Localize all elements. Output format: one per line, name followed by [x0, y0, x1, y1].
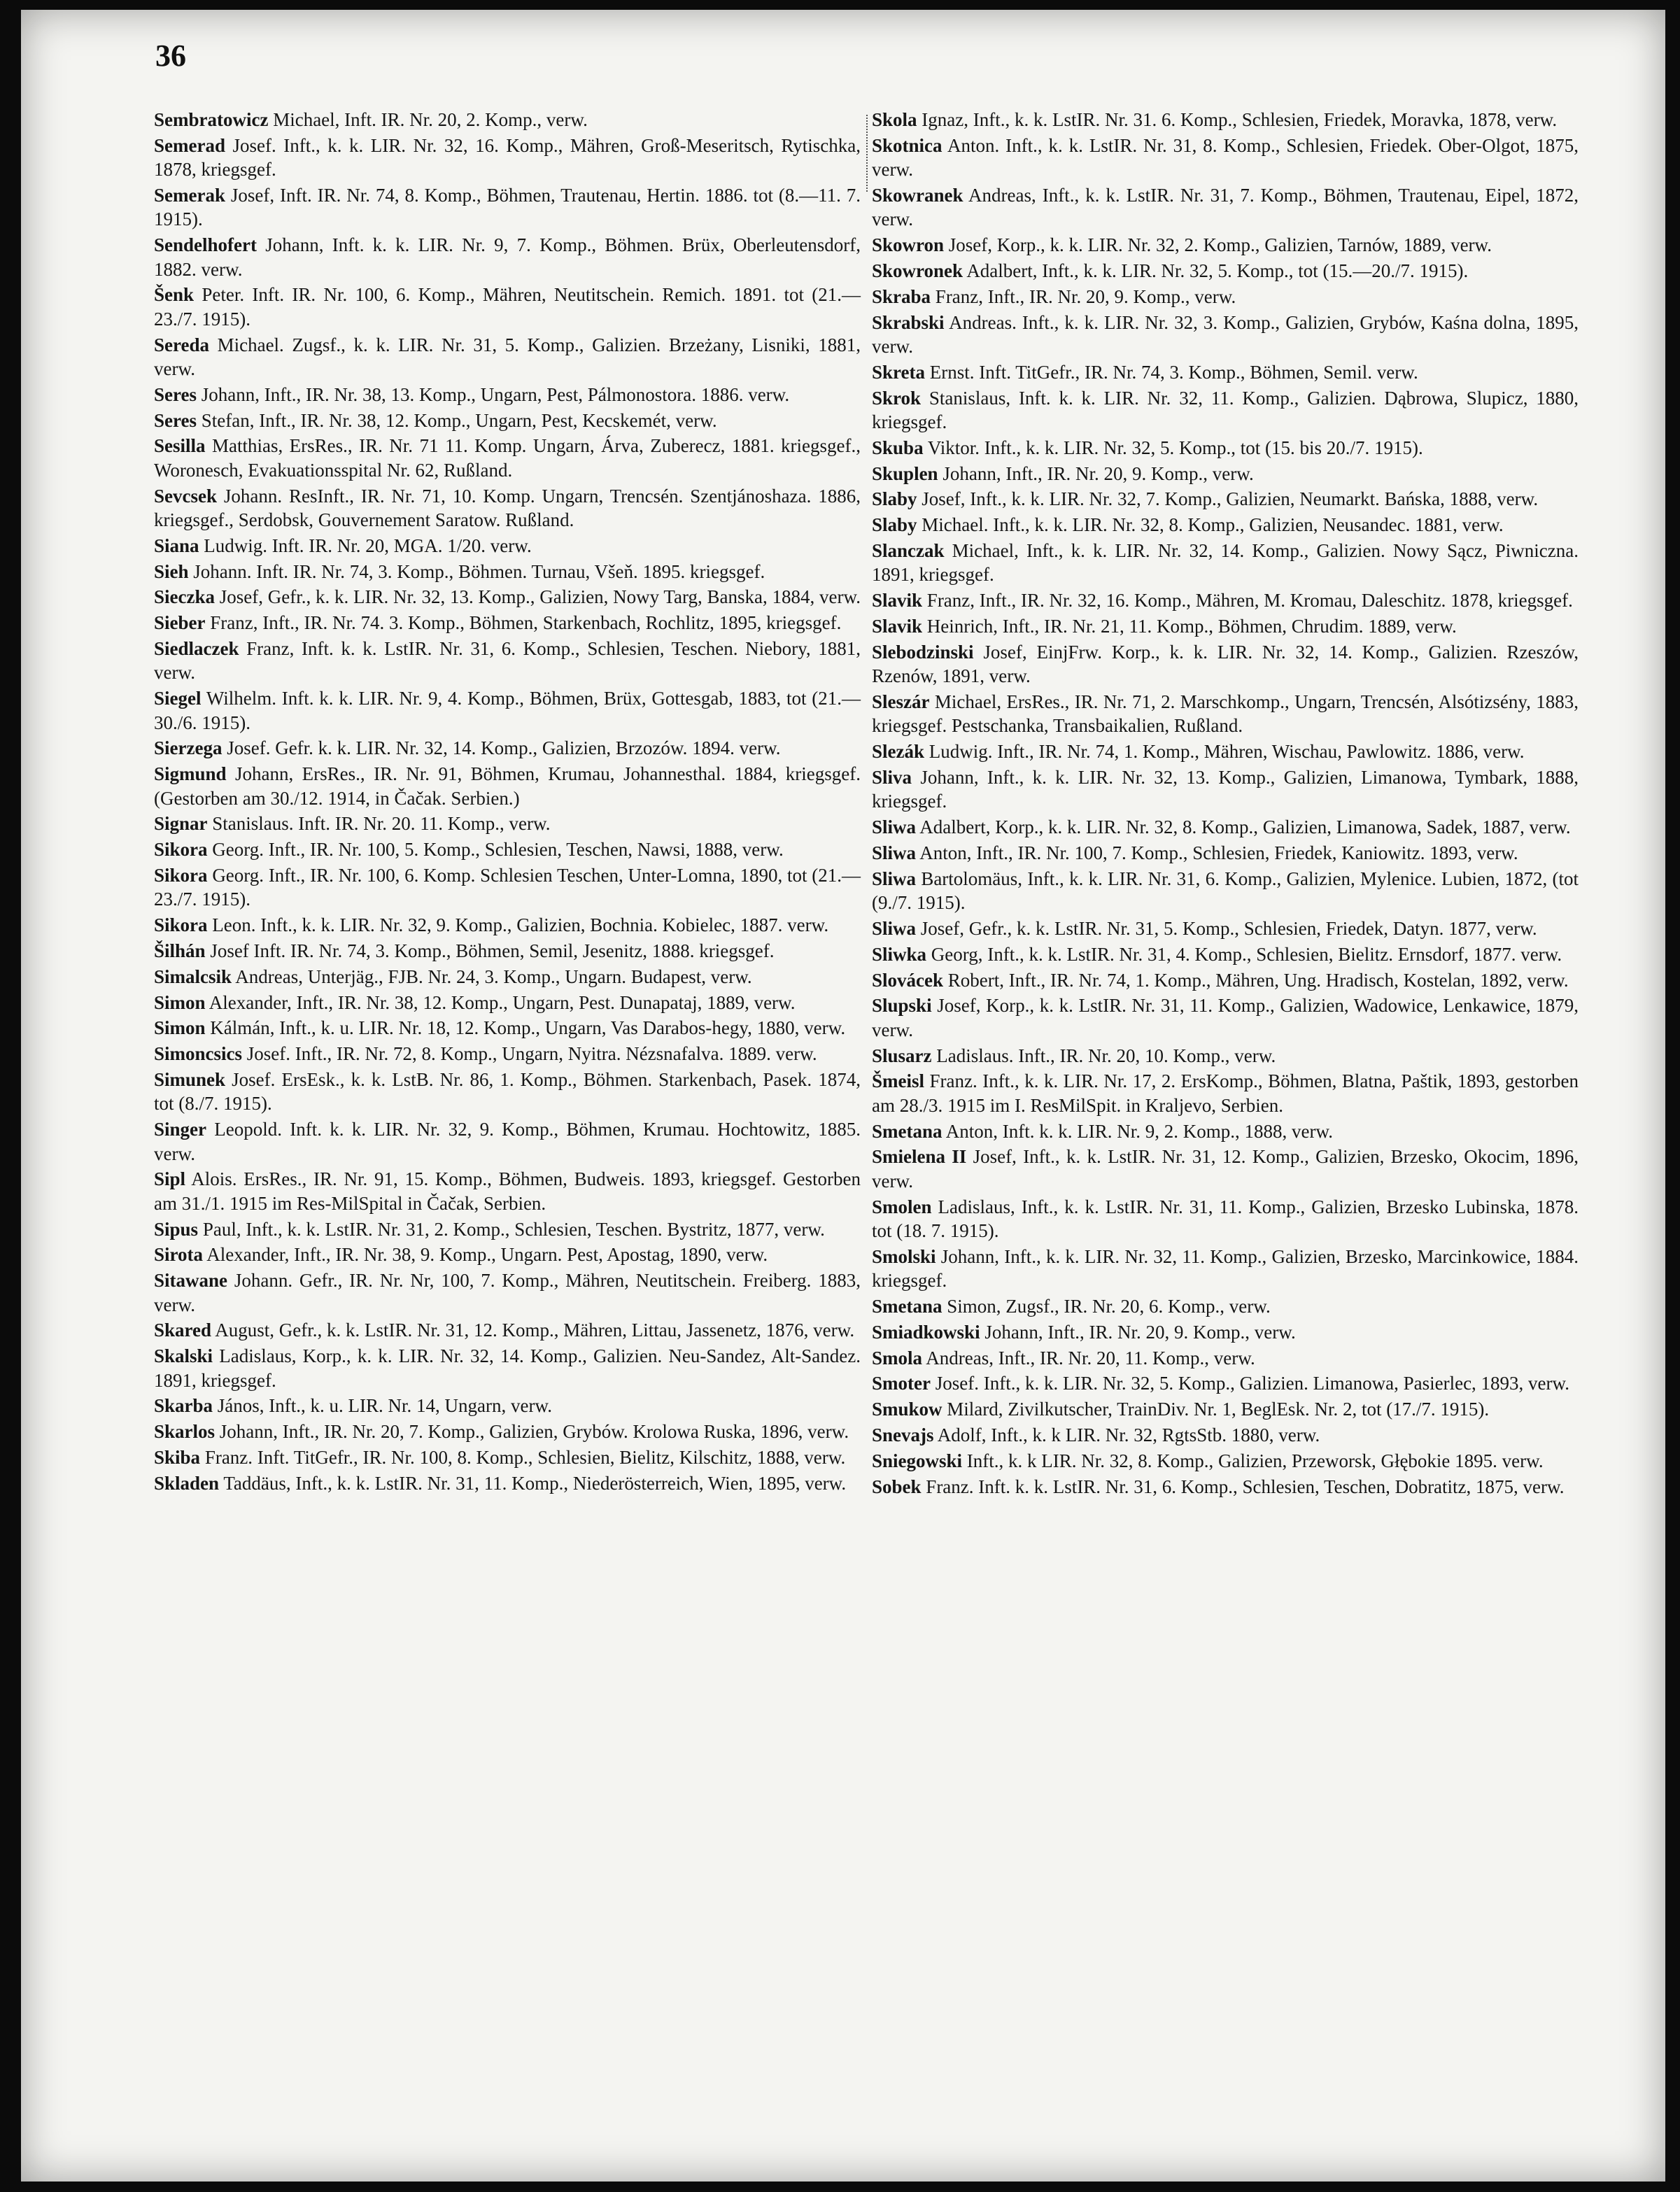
- entry-surname: Sierzega: [154, 737, 223, 759]
- entry-details: Josef, EinjFrw. Korp., k. k. LIR. Nr. 32, 14. Komp., Galizien. Rzeszów, Rzenów, 1891, verw.: [872, 641, 1579, 687]
- entry-surname: Siegel: [154, 688, 202, 709]
- left-column: [154, 108, 861, 1497]
- entry-details: Leopold. Inft. k. k. LIR. Nr. 32, 9. Komp., Böhmen, Krumau. Hochtowitz, 1885. verw.: [154, 1119, 861, 1164]
- register-entry: [872, 1397, 1579, 1421]
- entry-surname: Sliwa: [872, 917, 917, 939]
- entry-details: Michael, Inft. IR. Nr. 20, 2. Komp., verw.: [273, 109, 588, 130]
- register-entry: [154, 183, 861, 232]
- entry-surname: Skalski: [154, 1345, 213, 1367]
- register-entry: [154, 913, 861, 937]
- register-entry: [154, 1318, 861, 1342]
- entry-surname: Simalcsik: [154, 966, 232, 987]
- entry-details: Josef, Gefr., k. k. LstIR. Nr. 31, 5. Komp., Schlesien, Friedek, Datyn. 1877, verw.: [920, 917, 1537, 939]
- entry-surname: Skowronek: [872, 260, 963, 281]
- entry-details: Josef, Inft., k. k. LIR. Nr. 32, 7. Komp., Galizien, Neumarkt. Bańska, 1888, verw.: [922, 488, 1539, 510]
- register-entry: [154, 383, 861, 406]
- entry-surname: Sieczka: [154, 586, 215, 608]
- entry-details: Franz. Inft. k. k. LstIR. Nr. 31, 6. Komp., Schlesien, Teschen, Dobratitz, 1875, verw.: [926, 1476, 1565, 1497]
- register-entry: [154, 965, 861, 989]
- entry-surname: Simon: [154, 1017, 206, 1039]
- entry-surname: Sobek: [872, 1476, 922, 1497]
- register-entry: [872, 285, 1579, 309]
- entry-details: Franz. Inft., k. k. LIR. Nr. 17, 2. ErsKomp., Böhmen, Blatna, Paštik, 1893, gestorben am 28./3. 1915 im I. ResMilSpit. in Kraljevo, Serbien.: [872, 1070, 1579, 1116]
- entry-surname: Semerad: [154, 134, 225, 156]
- entry-surname: Sieber: [154, 612, 206, 634]
- entry-surname: Seres: [154, 409, 197, 431]
- entry-surname: Slavik: [872, 590, 923, 611]
- register-entry: [872, 1145, 1579, 1193]
- entry-details: Josef, Inft. IR. Nr. 74, 8. Komp., Böhmen, Trautenau, Hertin. 1886. tot (8.—11. 7. 1915).: [154, 185, 861, 230]
- entry-details: Franz, Inft. k. k. LstIR. Nr. 31, 6. Komp., Schlesien, Teschen. Niebory, 1881, verw.: [154, 638, 861, 684]
- register-entry: [154, 1344, 861, 1392]
- entry-details: Paul, Inft., k. k. LstIR. Nr. 31, 2. Komp., Schlesien, Teschen. Bystritz, 1877, verw.: [202, 1218, 825, 1240]
- entry-details: Simon, Zugsf., IR. Nr. 20, 6. Komp., verw.: [947, 1295, 1271, 1317]
- entry-surname: Skared: [154, 1320, 212, 1341]
- entry-details: Franz. Inft. TitGefr., IR. Nr. 100, 8. Komp., Schlesien, Bielitz, Kilschitz, 1888, verw.: [204, 1446, 846, 1468]
- register-entry: [872, 968, 1579, 992]
- entry-details: Johann, Inft., IR. Nr. 20, 9. Komp., verw.: [984, 1321, 1296, 1343]
- entry-surname: Sikora: [154, 839, 208, 861]
- entry-surname: Siedlaczek: [154, 638, 239, 659]
- entry-surname: Sipus: [154, 1218, 199, 1240]
- entry-details: Georg, Inft., k. k. LstIR. Nr. 31, 4. Komp., Schlesien, Bielitz. Ernsdorf, 1877. verw.: [931, 943, 1562, 965]
- entry-surname: Smolski: [872, 1245, 936, 1267]
- entry-details: Taddäus, Inft., k. k. LstIR. Nr. 31, 11. Komp., Niederösterreich, Wien, 1895, verw.: [223, 1472, 847, 1494]
- register-entry: [872, 740, 1579, 763]
- entry-details: Stefan, Inft., IR. Nr. 38, 12. Komp., Ungarn, Pest, Kecskemét, verw.: [201, 409, 717, 431]
- entry-surname: Sliwa: [872, 868, 917, 889]
- register-entry: [154, 686, 861, 735]
- entry-surname: Smola: [872, 1347, 923, 1369]
- entry-details: Johann, Inft., IR. Nr. 38, 13. Komp., Ungarn, Pest, Pálmonostora. 1886. verw.: [201, 383, 790, 405]
- register-entry: [872, 867, 1579, 915]
- register-entry: [872, 233, 1579, 257]
- entry-details: Anton, Inft. k. k. LIR. Nr. 9, 2. Komp., 1888, verw.: [945, 1120, 1333, 1142]
- register-entry: [872, 1423, 1579, 1447]
- entry-details: Andreas. Inft., k. k. LIR. Nr. 32, 3. Komp., Galizien, Grybów, Kaśna dolna, 1895, verw.: [872, 311, 1579, 357]
- entry-surname: Snevajs: [872, 1424, 934, 1445]
- register-entry: [154, 484, 861, 532]
- register-entry: [872, 1044, 1579, 1068]
- entry-surname: Slaby: [872, 514, 917, 536]
- register-entry: [872, 487, 1579, 511]
- entry-surname: Signar: [154, 813, 208, 835]
- register-entry: [872, 765, 1579, 814]
- entry-surname: Šenk: [154, 284, 195, 306]
- register-entry: [154, 1394, 861, 1417]
- register-entry: [872, 360, 1579, 384]
- register-entry: [154, 1471, 861, 1495]
- page-number: 36: [155, 38, 186, 73]
- entry-details: Josef. Gefr. k. k. LIR. Nr. 32, 14. Komp., Galizien, Brzozów. 1894. verw.: [227, 737, 781, 759]
- entry-surname: Skuplen: [872, 462, 938, 484]
- entry-surname: Šilhán: [154, 940, 206, 961]
- entry-details: Michael. Inft., k. k. LIR. Nr. 32, 8. Komp., Galizien, Neusandec. 1881, verw.: [922, 514, 1504, 536]
- register-entry: [872, 539, 1579, 587]
- register-entry: [154, 108, 861, 132]
- entry-details: Michael. Zugsf., k. k. LIR. Nr. 31, 5. Komp., Galizien. Brzeżany, Lisniki, 1881, verw.: [154, 334, 861, 380]
- entry-details: Inft., k. k LIR. Nr. 32, 8. Komp., Galizien, Przeworsk, Głębokie 1895. verw.: [966, 1450, 1544, 1471]
- entry-surname: Sigmund: [154, 763, 227, 785]
- register-entry: [154, 837, 861, 861]
- entry-details: Johann, Inft., k. k. LIR. Nr. 32, 11. Komp., Galizien, Brzesko, Marcinkowice, 1884. kriegsgef.: [872, 1245, 1579, 1292]
- entry-surname: Sleszár: [872, 691, 930, 712]
- entry-details: Johann, Inft. k. k. LIR. Nr. 9, 7. Komp., Böhmen. Brüx, Oberleutensdorf, 1882. verw.: [154, 234, 861, 280]
- register-entry: [154, 762, 861, 810]
- entry-details: Adolf, Inft., k. k LIR. Nr. 32, RgtsStb. 1880, verw.: [937, 1424, 1320, 1445]
- entry-details: Andreas, Unterjäg., FJB. Nr. 24, 3. Komp., Ungarn. Budapest, verw.: [235, 966, 752, 987]
- register-entry: [872, 436, 1579, 460]
- document-page: [21, 10, 1665, 2182]
- register-entry: [154, 1420, 861, 1443]
- entry-details: Milard, Zivilkutscher, TrainDiv. Nr. 1, BeglEsk. Nr. 2, tot (17./7. 1915).: [947, 1399, 1490, 1420]
- entry-surname: Slupski: [872, 995, 932, 1017]
- register-entry: [154, 434, 861, 482]
- register-entry: [872, 1346, 1579, 1370]
- entry-details: Andreas, Inft., k. k. LstIR. Nr. 31, 7. Komp., Böhmen, Trautenau, Eipel, 1872, verw.: [872, 185, 1579, 230]
- entry-surname: Sliva: [872, 766, 912, 788]
- entry-details: Georg. Inft., IR. Nr. 100, 5. Komp., Schlesien, Teschen, Nawsi, 1888, verw.: [212, 839, 784, 861]
- entry-surname: Sieh: [154, 560, 189, 582]
- entry-details: Ludwig. Inft. IR. Nr. 20, MGA. 1/20. verw.: [204, 535, 532, 556]
- entry-details: Matthias, ErsRes., IR. Nr. 71 11. Komp. Ungarn, Árva, Zuberecz, 1881. kriegsgef., Woronesch, Evakuationsspital Nr. 62, Rußland.: [154, 435, 861, 481]
- entry-details: Wilhelm. Inft. k. k. LIR. Nr. 9, 4. Komp., Böhmen, Brüx, Gottesgab, 1883, tot (21.—30./6. 1915).: [154, 688, 861, 733]
- entry-surname: Skladen: [154, 1472, 220, 1494]
- entry-details: Ludwig. Inft., IR. Nr. 74, 1. Komp., Mähren, Wischau, Pawlowitz. 1886, verw.: [929, 741, 1525, 763]
- register-entry: [154, 534, 861, 558]
- register-entry: [872, 614, 1579, 638]
- entry-surname: Siana: [154, 535, 199, 556]
- entry-surname: Skotnica: [872, 134, 943, 156]
- entry-details: Josef. Inft., k. k. LIR. Nr. 32, 16. Komp., Mähren, Groß-Meseritsch, Rytischka, 1878, kriegsgef.: [154, 134, 861, 181]
- register-entry: [872, 917, 1579, 940]
- entry-details: Josef. Inft., IR. Nr. 72, 8. Komp., Ungarn, Nyitra. Nézsnafalva. 1889. verw.: [246, 1043, 817, 1065]
- entry-surname: Smiadkowski: [872, 1321, 980, 1343]
- register-entry: [872, 311, 1579, 359]
- entry-surname: Smoter: [872, 1373, 931, 1394]
- register-entry: [154, 1445, 861, 1469]
- entry-details: Anton. Inft., k. k. LstIR. Nr. 31, 8. Komp., Schlesien, Friedek. Ober-Olgot, 1875, verw.: [872, 134, 1579, 181]
- entry-surname: Sevcsek: [154, 485, 217, 507]
- entry-surname: Sesilla: [154, 435, 206, 457]
- entry-details: Stanislaus. Inft. IR. Nr. 20. 11. Komp., verw.: [212, 813, 551, 835]
- register-entry: [872, 942, 1579, 966]
- entry-details: Josef. ErsEsk., k. k. LstB. Nr. 86, 1. Komp., Böhmen. Starkenbach, Pasek. 1874, tot (8./7. 1915).: [154, 1068, 861, 1115]
- register-entry: [872, 690, 1579, 738]
- right-column: [872, 108, 1579, 1500]
- register-entry: [154, 1016, 861, 1040]
- entry-details: Michael, ErsRes., IR. Nr. 71, 2. Marschkomp., Ungarn, Trencsén, Alsótizsény, 1883, kriegsgef. Pestschanka, Transbaikalien, Rußland.: [872, 691, 1579, 737]
- entry-surname: Sereda: [154, 334, 209, 355]
- entry-surname: Skuba: [872, 437, 924, 458]
- entry-details: Alexander, Inft., IR. Nr. 38, 12. Komp., Ungarn, Pest. Dunapataj, 1889, verw.: [209, 991, 796, 1013]
- entry-surname: Skowron: [872, 234, 945, 256]
- entry-details: Johann. Inft. IR. Nr. 74, 3. Komp., Böhmen. Turnau, Všeň. 1895. kriegsgef.: [193, 560, 765, 582]
- entry-surname: Simunek: [154, 1068, 226, 1090]
- register-entry: [872, 462, 1579, 486]
- register-entry: [154, 283, 861, 331]
- register-entry: [872, 1119, 1579, 1143]
- entry-surname: Slaby: [872, 488, 917, 510]
- entry-details: Viktor. Inft., k. k. LIR. Nr. 32, 5. Komp., tot (15. bis 20./7. 1915).: [927, 437, 1423, 458]
- entry-details: Bartolomäus, Inft., k. k. LIR. Nr. 31, 6. Komp., Galizien, Mylenice. Lubien, 1872, (tot (9./7. 1915).: [872, 868, 1579, 914]
- entry-details: Alexander, Inft., IR. Nr. 38, 9. Komp., Ungarn. Pest, Apostag, 1890, verw.: [206, 1244, 768, 1266]
- entry-details: Alois. ErsRes., IR. Nr. 91, 15. Komp., Böhmen, Budweis. 1893, kriegsgef. Gestorben am 31./1. 1915 im Res-MilSpital in Čačak, Serbien.: [154, 1168, 861, 1214]
- register-entry: [872, 1294, 1579, 1318]
- entry-surname: Sniegowski: [872, 1450, 963, 1471]
- entry-surname: Smolen: [872, 1196, 932, 1217]
- entry-details: Adalbert, Korp., k. k. LIR. Nr. 32, 8. Komp., Galizien, Limanowa, Sadek, 1887, verw.: [919, 816, 1571, 838]
- entry-details: János, Inft., k. u. LIR. Nr. 14, Ungarn, verw.: [217, 1395, 552, 1417]
- entry-surname: Skraba: [872, 285, 931, 307]
- register-entry: [154, 1243, 861, 1266]
- entry-surname: Sitawane: [154, 1270, 228, 1292]
- entry-surname: Smukow: [872, 1399, 943, 1420]
- entry-details: Ladislaus, Inft., k. k. LstIR. Nr. 31, 11. Komp., Galizien, Brzesko Lubinska, 1878. tot (18. 7. 1915).: [872, 1196, 1579, 1241]
- register-entry: [154, 637, 861, 685]
- register-entry: [154, 333, 861, 381]
- entry-surname: Simoncsics: [154, 1043, 243, 1065]
- register-entry: [154, 991, 861, 1014]
- register-entry: [872, 1245, 1579, 1293]
- register-entry: [872, 1371, 1579, 1395]
- register-entry: [872, 1449, 1579, 1473]
- entry-details: Kálmán, Inft., k. u. LIR. Nr. 18, 12. Komp., Ungarn, Vas Darabos-hegy, 1880, verw.: [210, 1017, 846, 1039]
- entry-details: Ernst. Inft. TitGefr., IR. Nr. 74, 3. Komp., Böhmen, Semil. verw.: [929, 361, 1418, 383]
- entry-details: Franz, Inft., IR. Nr. 32, 16. Komp., Mähren, M. Kromau, Daleschitz. 1878, kriegsgef.: [926, 590, 1573, 611]
- entry-surname: Slovácek: [872, 969, 944, 991]
- entry-details: Johann, Inft., IR. Nr. 20, 7. Komp., Galizien, Grybów. Krolowa Ruska, 1896, verw.: [219, 1421, 849, 1443]
- entry-surname: Slusarz: [872, 1045, 932, 1066]
- entry-details: Robert, Inft., IR. Nr. 74, 1. Komp., Mähren, Ung. Hradisch, Kostelan, 1892, verw.: [947, 969, 1569, 991]
- entry-surname: Skrok: [872, 387, 922, 409]
- register-entry: [154, 233, 861, 281]
- entry-surname: Seres: [154, 383, 197, 405]
- entry-details: Stanislaus, Inft. k. k. LIR. Nr. 32, 11. Komp., Galizien. Dąbrowa, Slupicz, 1880, kriegsgef.: [872, 387, 1579, 432]
- entry-surname: Smielena II: [872, 1146, 967, 1168]
- entry-details: Michael, Inft., k. k. LIR. Nr. 32, 14. Komp., Galizien. Nowy Sącz, Piwniczna. 1891, kriegsgef.: [872, 539, 1579, 586]
- entry-details: Josef. Inft., k. k. LIR. Nr. 32, 5. Komp., Galizien. Limanowa, Pasierlec, 1893, verw.: [935, 1373, 1570, 1394]
- register-entry: [154, 1068, 861, 1116]
- entry-surname: Skarba: [154, 1395, 213, 1417]
- entry-surname: Skarlos: [154, 1421, 216, 1443]
- register-entry: [872, 1320, 1579, 1344]
- entry-details: Leon. Inft., k. k. LIR. Nr. 32, 9. Komp., Galizien, Bochnia. Kobielec, 1887. verw.: [212, 914, 829, 936]
- register-entry: [154, 134, 861, 182]
- entry-details: Peter. Inft. IR. Nr. 100, 6. Komp., Mähren, Neutitschein. Remich. 1891. tot (21.—23./7. 1915).: [154, 284, 861, 330]
- register-entry: [154, 1268, 861, 1317]
- entry-details: Heinrich, Inft., IR. Nr. 21, 11. Komp., Böhmen, Chrudim. 1889, verw.: [926, 615, 1457, 637]
- register-entry: [872, 108, 1579, 132]
- register-entry: [872, 588, 1579, 612]
- register-entry: [154, 409, 861, 432]
- entry-details: Josef, Korp., k. k. LstIR. Nr. 31, 11. Komp., Galizien, Wadowice, Lenkawice, 1879, verw.: [872, 995, 1579, 1040]
- entry-details: Johann, Inft., k. k. LIR. Nr. 32, 13. Komp., Galizien, Limanowa, Tymbark, 1888, kriegsgef.: [872, 766, 1579, 812]
- entry-surname: Slavik: [872, 615, 923, 637]
- entry-details: Johann, ErsRes., IR. Nr. 91, Böhmen, Krumau, Johannesthal. 1884, kriegsgef. (Gestorben am 30./12. 1914, in Čačak. Serbien.): [154, 763, 861, 809]
- register-entry: [154, 585, 861, 609]
- entry-details: Johann, Inft., IR. Nr. 20, 9. Komp., verw.: [943, 462, 1254, 484]
- entry-surname: Sembratowicz: [154, 109, 269, 130]
- entry-surname: Sliwka: [872, 943, 927, 965]
- register-entry: [872, 513, 1579, 537]
- register-entry: [872, 1069, 1579, 1117]
- entry-surname: Skrabski: [872, 311, 945, 333]
- register-entry: [154, 939, 861, 963]
- entry-surname: Semerak: [154, 185, 225, 206]
- entry-details: Josef Inft. IR. Nr. 74, 3. Komp., Böhmen, Semil, Jesenitz, 1888. kriegsgef.: [210, 940, 775, 961]
- entry-surname: Sendelhofert: [154, 234, 257, 256]
- entry-surname: Sikora: [154, 914, 208, 936]
- register-entry: [872, 183, 1579, 232]
- entry-surname: Sliwa: [872, 816, 917, 838]
- entry-surname: Sirota: [154, 1244, 204, 1266]
- register-entry: [872, 386, 1579, 434]
- entry-surname: Skowranek: [872, 185, 963, 206]
- entry-details: Georg. Inft., IR. Nr. 100, 6. Komp. Schlesien Teschen, Unter-Lomna, 1890, tot (21.—23./7. 1915).: [154, 865, 861, 910]
- register-entry: [872, 134, 1579, 182]
- register-entry: [872, 259, 1579, 283]
- register-entry: [154, 560, 861, 584]
- entry-surname: Skiba: [154, 1446, 201, 1468]
- register-entry: [872, 1475, 1579, 1499]
- entry-surname: Sipl: [154, 1168, 186, 1190]
- column-divider: [866, 115, 869, 192]
- entry-details: Ignaz, Inft., k. k. LstIR. Nr. 31. 6. Komp., Schlesien, Friedek, Moravka, 1878, verw.: [922, 109, 1558, 130]
- register-entry: [154, 1042, 861, 1066]
- entry-details: Adalbert, Inft., k. k. LIR. Nr. 32, 5. Komp., tot (15.—20./7. 1915).: [966, 260, 1469, 281]
- entry-details: Andreas, Inft., IR. Nr. 20, 11. Komp., verw.: [926, 1347, 1255, 1369]
- entry-surname: Sikora: [154, 865, 208, 886]
- entry-details: Anton, Inft., IR. Nr. 100, 7. Komp., Schlesien, Friedek, Kaniowitz. 1893, verw.: [919, 842, 1518, 863]
- entry-surname: Simon: [154, 991, 206, 1013]
- register-entry: [872, 1195, 1579, 1243]
- entry-surname: Skola: [872, 109, 917, 130]
- entry-details: Johann. Gefr., IR. Nr. Nr, 100, 7. Komp., Mähren, Neutitschein. Freiberg. 1883, verw.: [154, 1270, 861, 1315]
- entry-details: Josef, Inft., k. k. LstIR. Nr. 31, 12. Komp., Galizien, Brzesko, Okocim, 1896, verw.: [872, 1146, 1579, 1192]
- entry-details: Josef, Korp., k. k. LIR. Nr. 32, 2. Komp., Galizien, Tarnów, 1889, verw.: [948, 234, 1492, 256]
- entry-surname: Šmeisl: [872, 1070, 925, 1092]
- register-entry: [154, 863, 861, 912]
- entry-surname: Slezák: [872, 741, 925, 763]
- entry-surname: Slebodzinski: [872, 641, 974, 663]
- entry-details: Franz, Inft., IR. Nr. 20, 9. Komp., verw.: [935, 285, 1236, 307]
- entry-surname: Slanczak: [872, 539, 945, 561]
- entry-surname: Sliwa: [872, 842, 917, 863]
- entry-details: August, Gefr., k. k. LstIR. Nr. 31, 12. Komp., Mähren, Littau, Jassenetz, 1876, verw.: [215, 1320, 855, 1341]
- register-entry: [154, 1217, 861, 1241]
- register-entry: [154, 1167, 861, 1215]
- register-entry: [154, 812, 861, 835]
- register-entry: [872, 994, 1579, 1042]
- register-entry: [154, 1117, 861, 1166]
- entry-details: Ladislaus, Korp., k. k. LIR. Nr. 32, 14. Komp., Galizien. Neu-Sandez, Alt-Sandez. 1891, kriegsgef.: [154, 1345, 861, 1391]
- entry-details: Josef, Gefr., k. k. LIR. Nr. 32, 13. Komp., Galizien, Nowy Targ, Banska, 1884, verw.: [219, 586, 861, 608]
- entry-surname: Singer: [154, 1119, 207, 1140]
- entry-surname: Skreta: [872, 361, 926, 383]
- entry-details: Ladislaus. Inft., IR. Nr. 20, 10. Komp., verw.: [936, 1045, 1276, 1066]
- register-entry: [872, 815, 1579, 839]
- register-entry: [154, 736, 861, 760]
- register-entry: [872, 640, 1579, 688]
- entry-surname: Smetana: [872, 1120, 943, 1142]
- entry-surname: Smetana: [872, 1295, 943, 1317]
- register-entry: [872, 841, 1579, 865]
- entry-details: Franz, Inft., IR. Nr. 74. 3. Komp., Böhmen, Starkenbach, Rochlitz, 1895, kriegsgef.: [210, 612, 842, 634]
- entry-details: Johann. ResInft., IR. Nr. 71, 10. Komp. Ungarn, Trencsén. Szentjánoshaza. 1886, kriegsgef., Serdobsk, Gouvernement Saratow. Rußland.: [154, 485, 861, 531]
- register-entry: [154, 611, 861, 635]
